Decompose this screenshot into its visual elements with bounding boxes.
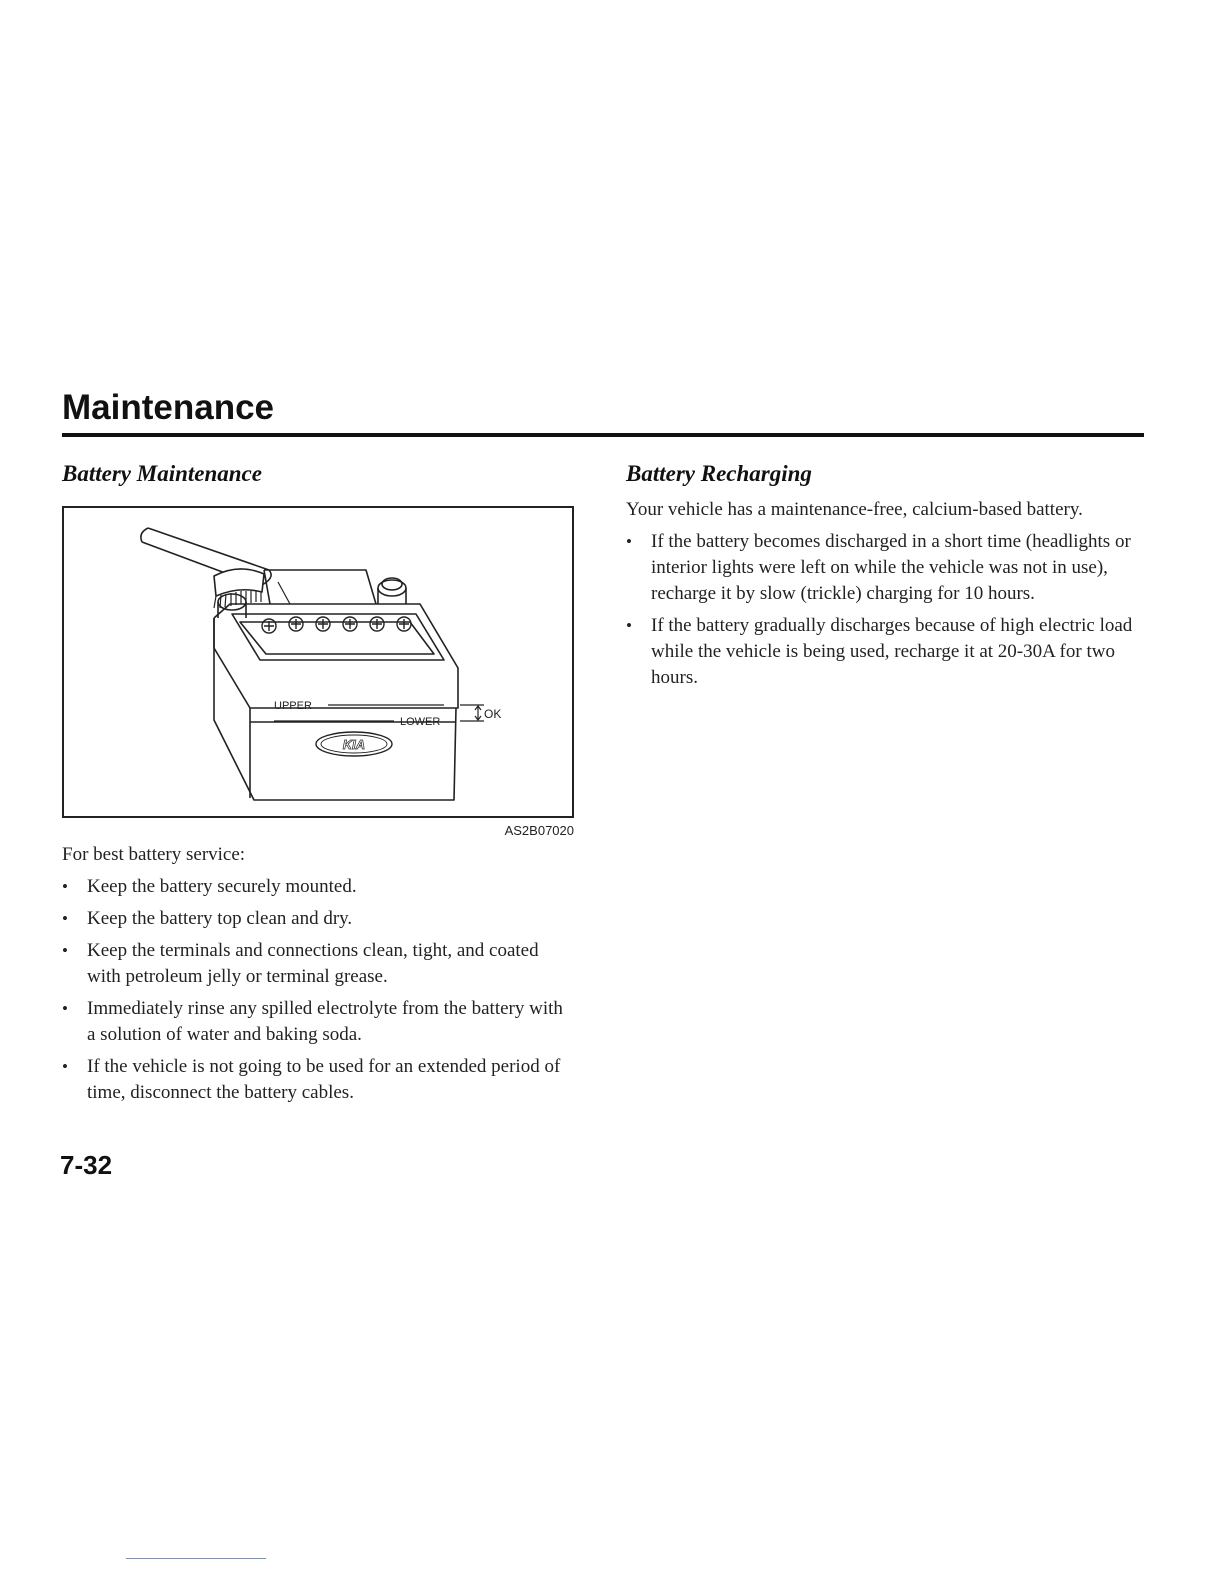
header-rule: [62, 433, 1144, 437]
battery-maintenance-heading: Battery Maintenance: [62, 461, 262, 486]
lower-level-label: LOWER: [400, 716, 441, 728]
ok-level-label: OK: [484, 707, 502, 721]
list-item: • If the battery becomes discharged in a short time (headlights or interior lights were left on while the vehicle was not in use), recharge it by slow (trickle) charging for 10 hours.: [626, 529, 1146, 607]
list-item: • Keep the terminals and connections clean, tight, and coated with petroleum jelly or terminal grease.: [62, 938, 576, 990]
right-column: [626, 452, 1146, 697]
battery-drawing: [64, 508, 572, 816]
upper-level-label: UPPER: [274, 700, 312, 712]
battery-service-intro: For best battery service:: [62, 844, 246, 865]
list-item: • If the battery gradually discharges because of high electric load while the vehicle is being used, recharge it at 20-30A for two hours.: [626, 613, 1146, 691]
left-column: [62, 452, 576, 1112]
figure-code: AS2B07020: [504, 823, 574, 838]
battery-illustration: [62, 506, 574, 818]
list-item: • Keep the battery securely mounted.: [62, 874, 576, 900]
battery-recharging-list: [626, 529, 1146, 691]
list-item: • If the vehicle is not going to be used for an extended period of time, disconnect the battery cables.: [62, 1054, 576, 1106]
list-item: • Immediately rinse any spilled electrolyte from the battery with a solution of water and baking soda.: [62, 996, 576, 1048]
list-item: • Keep the battery top clean and dry.: [62, 906, 576, 932]
bottom-rule: [126, 1558, 266, 1559]
battery-recharging-heading: Battery Recharging: [626, 461, 812, 486]
battery-recharging-intro: Your vehicle has a maintenance-free, calcium-based battery.: [626, 499, 1083, 520]
section-title: Maintenance: [62, 388, 274, 427]
battery-service-list: [62, 874, 576, 1106]
page-number: 7-32: [60, 1150, 113, 1180]
kia-logo-text: KIA: [342, 737, 366, 752]
brush-handle: [148, 528, 269, 570]
